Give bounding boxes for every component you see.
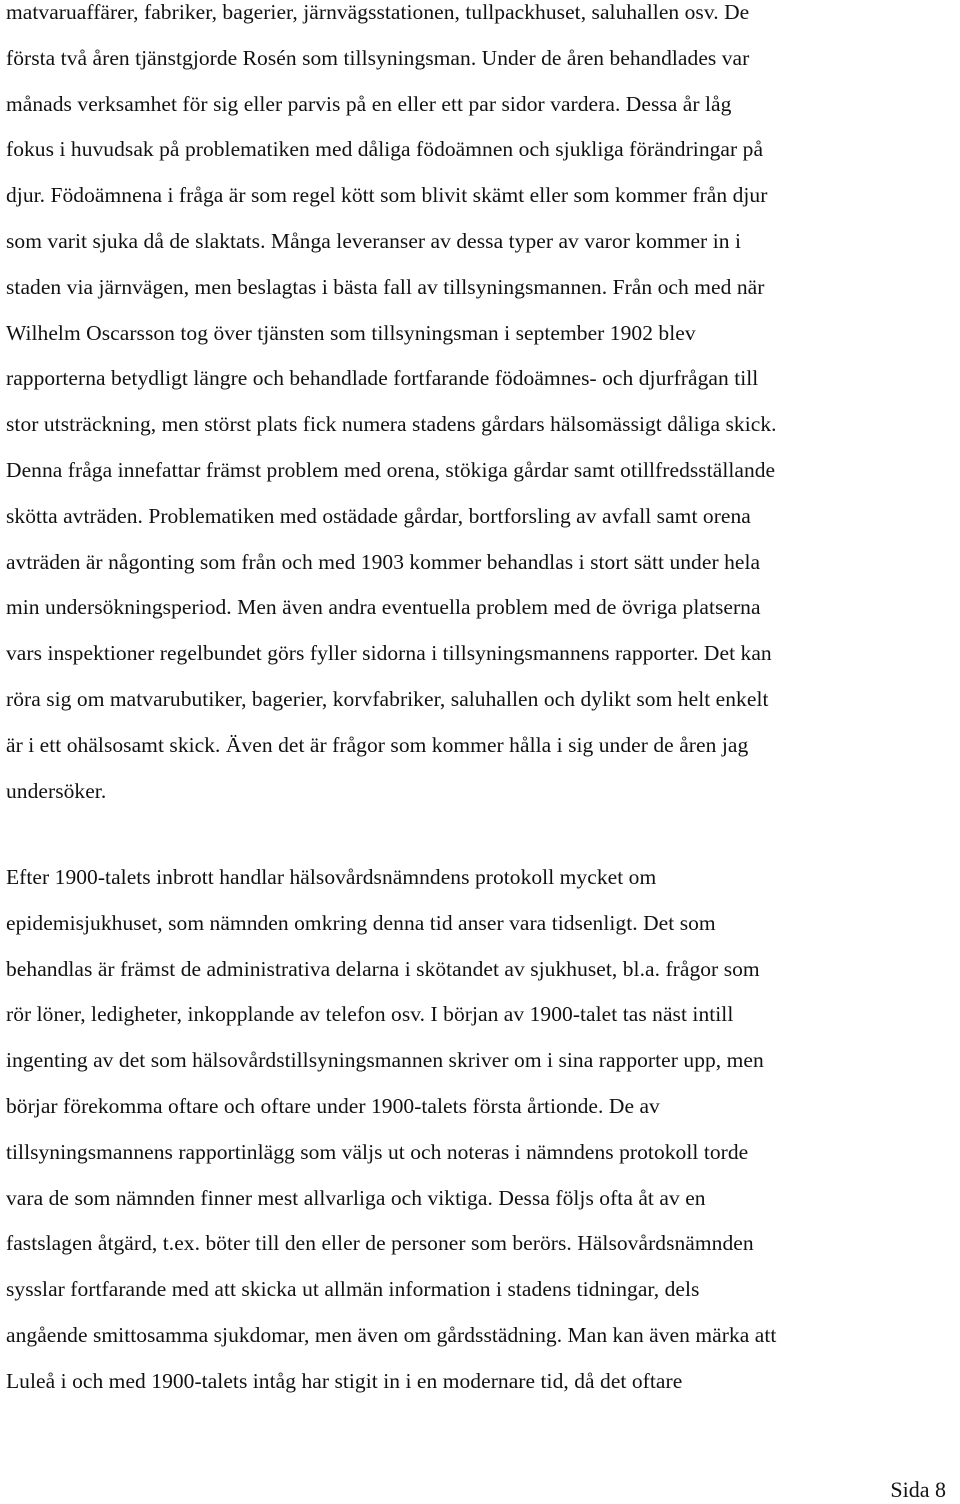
text-line: min undersökningsperiod. Men även andra eventuella problem med de övriga platserna xyxy=(6,595,761,620)
text-line: vara de som nämnden finner mest allvarliga och viktiga. Dessa följs ofta åt av en xyxy=(6,1185,706,1210)
text-line: djur. Födoämnena i fråga är som regel kött som blivit skämt eller som kommer från djur xyxy=(6,183,768,208)
text-line: epidemisjukhuset, som nämnden omkring denna tid anser vara tidsenligt. Det som xyxy=(6,910,716,935)
text-line: ingenting av det som hälsovårdstillsyningsmannen skriver om i sina rapporter upp, men xyxy=(6,1048,764,1073)
text-line: är i ett ohälsosamt skick. Även det är frågor som kommer hålla i sig under de åren jag xyxy=(6,732,749,757)
text-line: rör löner, ledigheter, inkopplande av telefon osv. I början av 1900-talet tas näst intill xyxy=(6,1002,734,1027)
text-line: börjar förekomma oftare och oftare under 1900-talets första årtionde. De av xyxy=(6,1093,660,1118)
text-line: fastslagen åtgärd, t.ex. böter till den eller de personer som berörs. Hälsovårdsnämnden xyxy=(6,1231,754,1256)
body-paragraph xyxy=(6,0,954,814)
text-line: matvaruaffärer, fabriker, bagerier, järnvägsstationen, tullpackhuset, saluhallen osv. De xyxy=(6,0,750,24)
text-line: skötta avträden. Problematiken med ostädade gårdar, bortforsling av avfall samt orena xyxy=(6,503,751,528)
page-number: Sida 8 xyxy=(890,1477,946,1502)
text-line: staden via järnvägen, men beslagtas i bästa fall av tillsyningsmannen. Från och med när xyxy=(6,274,765,299)
text-line: tillsyningsmannens rapportinlägg som väljs ut och noteras i nämndens protokoll torde xyxy=(6,1139,749,1164)
text-line: månads verksamhet för sig eller parvis på en eller ett par sidor vardera. Dessa år låg xyxy=(6,91,732,116)
text-line: angående smittosamma sjukdomar, men även om gårdsstädning. Man kan även märka att xyxy=(6,1322,777,1347)
text-line: röra sig om matvarubutiker, bagerier, korvfabriker, saluhallen och dylikt som helt enkelt xyxy=(6,686,769,711)
text-line: behandlas är främst de administrativa delarna i skötandet av sjukhuset, bl.a. frågor som xyxy=(6,956,760,981)
text-line: Efter 1900-talets inbrott handlar hälsovårdsnämndens protokoll mycket om xyxy=(6,865,657,889)
text-line: sysslar fortfarande med att skicka ut allmän information i stadens tidningar, dels xyxy=(6,1277,700,1302)
text-line: avträden är någonting som från och med 1903 kommer behandlas i stort sätt under hela xyxy=(6,549,761,574)
text-line: vars inspektioner regelbundet görs fyller sidorna i tillsyningsmannens rapporter. Det kan xyxy=(6,641,772,666)
text-line: fokus i huvudsak på problematiken med dåliga födoämnen och sjukliga förändringar på xyxy=(6,137,764,162)
text-line: Luleå i och med 1900-talets intåg har stigit in i en modernare tid, då det oftare xyxy=(6,1368,683,1393)
text-line: som varit sjuka då de slaktats. Många leveranser av dessa typer av varor kommer in i xyxy=(6,228,741,253)
text-line: undersöker. xyxy=(6,778,107,803)
text-line: första två åren tjänstgjorde Rosén som tillsyningsman. Under de åren behandlades var xyxy=(6,45,750,70)
text-line: Denna fråga innefattar främst problem med orena, stökiga gårdar samt otillfredsställande xyxy=(6,457,776,482)
text-line: Wilhelm Oscarsson tog över tjänsten som tillsyningsman i september 1902 blev xyxy=(6,320,696,345)
text-line: stor utsträckning, men störst plats fick numera stadens gårdars hälsomässigt dåliga skick. xyxy=(6,412,777,437)
body-paragraph xyxy=(6,855,954,1405)
text-line: rapporterna betydligt längre och behandlade fortfarande födoämnes- och djurfrågan till xyxy=(6,366,759,391)
